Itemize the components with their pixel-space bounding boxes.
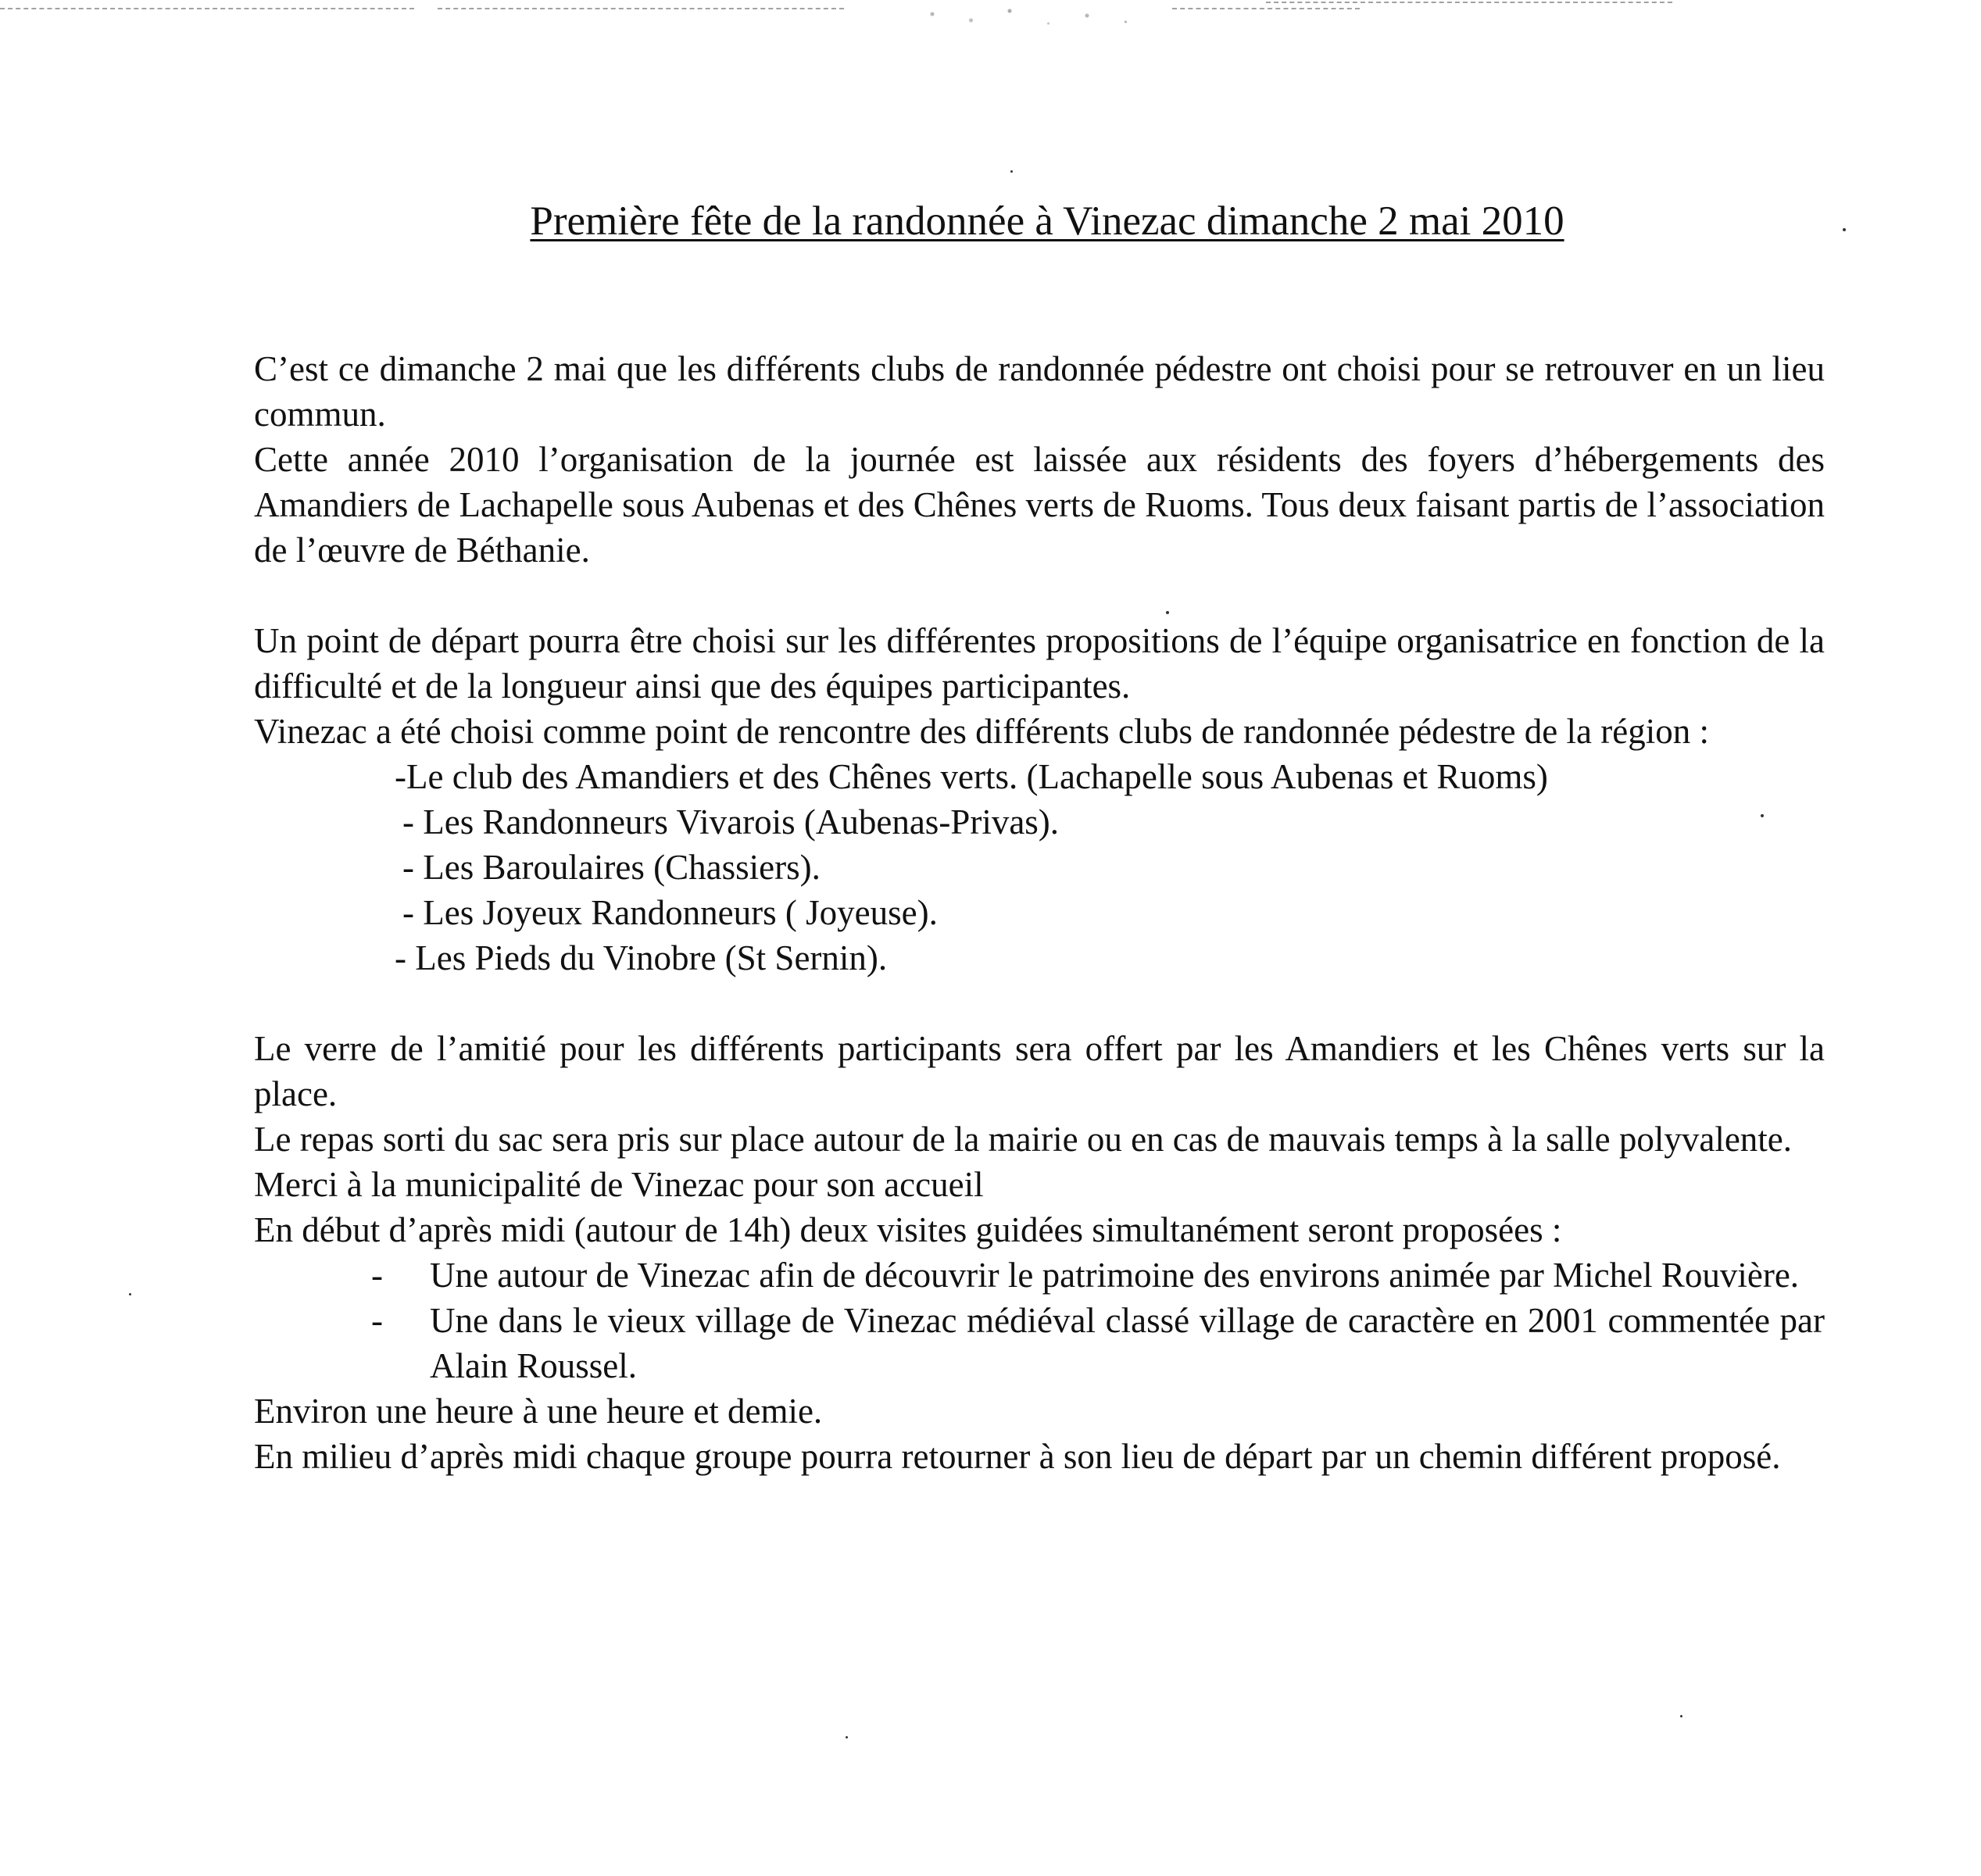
scan-artifact-line bbox=[438, 8, 844, 9]
scan-speck bbox=[1010, 170, 1013, 173]
paragraph-starting-point: Un point de départ pourra être choisi sur les différentes propositions de l’équipe organisatrice en fonction de la difficulté et de la longueur ainsi que des équipes participantes. bbox=[254, 621, 1825, 706]
scan-artifact-line bbox=[0, 8, 414, 9]
scan-speck bbox=[1680, 1715, 1682, 1717]
scan-speck bbox=[129, 1293, 131, 1295]
club-list-item: - Les Joyeux Randonneurs ( Joyeuse). bbox=[402, 893, 938, 932]
visit-list-item bbox=[254, 1252, 1825, 1298]
paragraph-return: En milieu d’après midi chaque groupe pourra retourner à son lieu de départ par un chemin différent proposé. bbox=[254, 1437, 1781, 1476]
paragraph-intro: C’est ce dimanche 2 mai que les différents clubs de randonnée pédestre ont choisi pour se retrouver en un lieu commun. bbox=[254, 349, 1825, 434]
document-title: Première fête de la randonnée à Vinezac dimanche 2 mai 2010 bbox=[530, 198, 1564, 244]
paragraph-organisation: Cette année 2010 l’organisation de la journée est laissée aux résidents des foyers d’hébergements des Amandiers de Lachapelle sous Aubenas et des Chênes verts de Ruoms. Tous deux faisant partis de l’association de l’œuvre de Béthanie. bbox=[254, 440, 1825, 570]
visit-text: Une autour de Vinezac afin de découvrir le patrimoine des environs animée par Michel Rouvière. bbox=[430, 1256, 1800, 1295]
club-list bbox=[254, 754, 1825, 981]
visit-list-item bbox=[254, 1298, 1825, 1388]
paragraph-drink: Le verre de l’amitié pour les différents participants sera offert par les Amandiers et les Chênes verts sur la place. bbox=[254, 1029, 1825, 1113]
document-body bbox=[254, 346, 1825, 1479]
paragraph-thanks: Merci à la municipalité de Vinezac pour son accueil bbox=[254, 1165, 984, 1204]
club-list-item: - Les Randonneurs Vivarois (Aubenas-Privas). bbox=[402, 802, 1060, 842]
paragraph-visits-intro: En début d’après midi (autour de 14h) deux visites guidées simultanément seront proposées : bbox=[254, 1210, 1562, 1249]
club-list-item: - Les Pieds du Vinobre (St Sernin). bbox=[395, 938, 888, 977]
list-dash: - bbox=[371, 1256, 383, 1295]
scan-artifact-line bbox=[1172, 8, 1360, 9]
club-list-item: - Les Baroulaires (Chassiers). bbox=[402, 848, 821, 887]
paragraph-meal: Le repas sorti du sac sera pris sur place autour de la mairie ou en cas de mauvais temps à la salle polyvalente. bbox=[254, 1120, 1793, 1159]
club-list-item: -Le club des Amandiers et des Chênes verts. (Lachapelle sous Aubenas et Ruoms) bbox=[395, 757, 1548, 796]
scan-speck bbox=[846, 1736, 848, 1738]
visit-text: Une dans le vieux village de Vinezac médiéval classé village de caractère en 2001 commentée par Alain Roussel. bbox=[430, 1301, 1825, 1385]
scan-artifact-line bbox=[1266, 2, 1672, 3]
paragraph-duration: Environ une heure à une heure et demie. bbox=[254, 1392, 823, 1431]
list-dash: - bbox=[371, 1301, 383, 1340]
scan-artifact-noise bbox=[906, 2, 1164, 33]
paragraph-meeting-point: Vinezac a été choisi comme point de rencontre des différents clubs de randonnée pédestre de la région : bbox=[254, 712, 1709, 751]
visits-list bbox=[254, 1252, 1825, 1388]
